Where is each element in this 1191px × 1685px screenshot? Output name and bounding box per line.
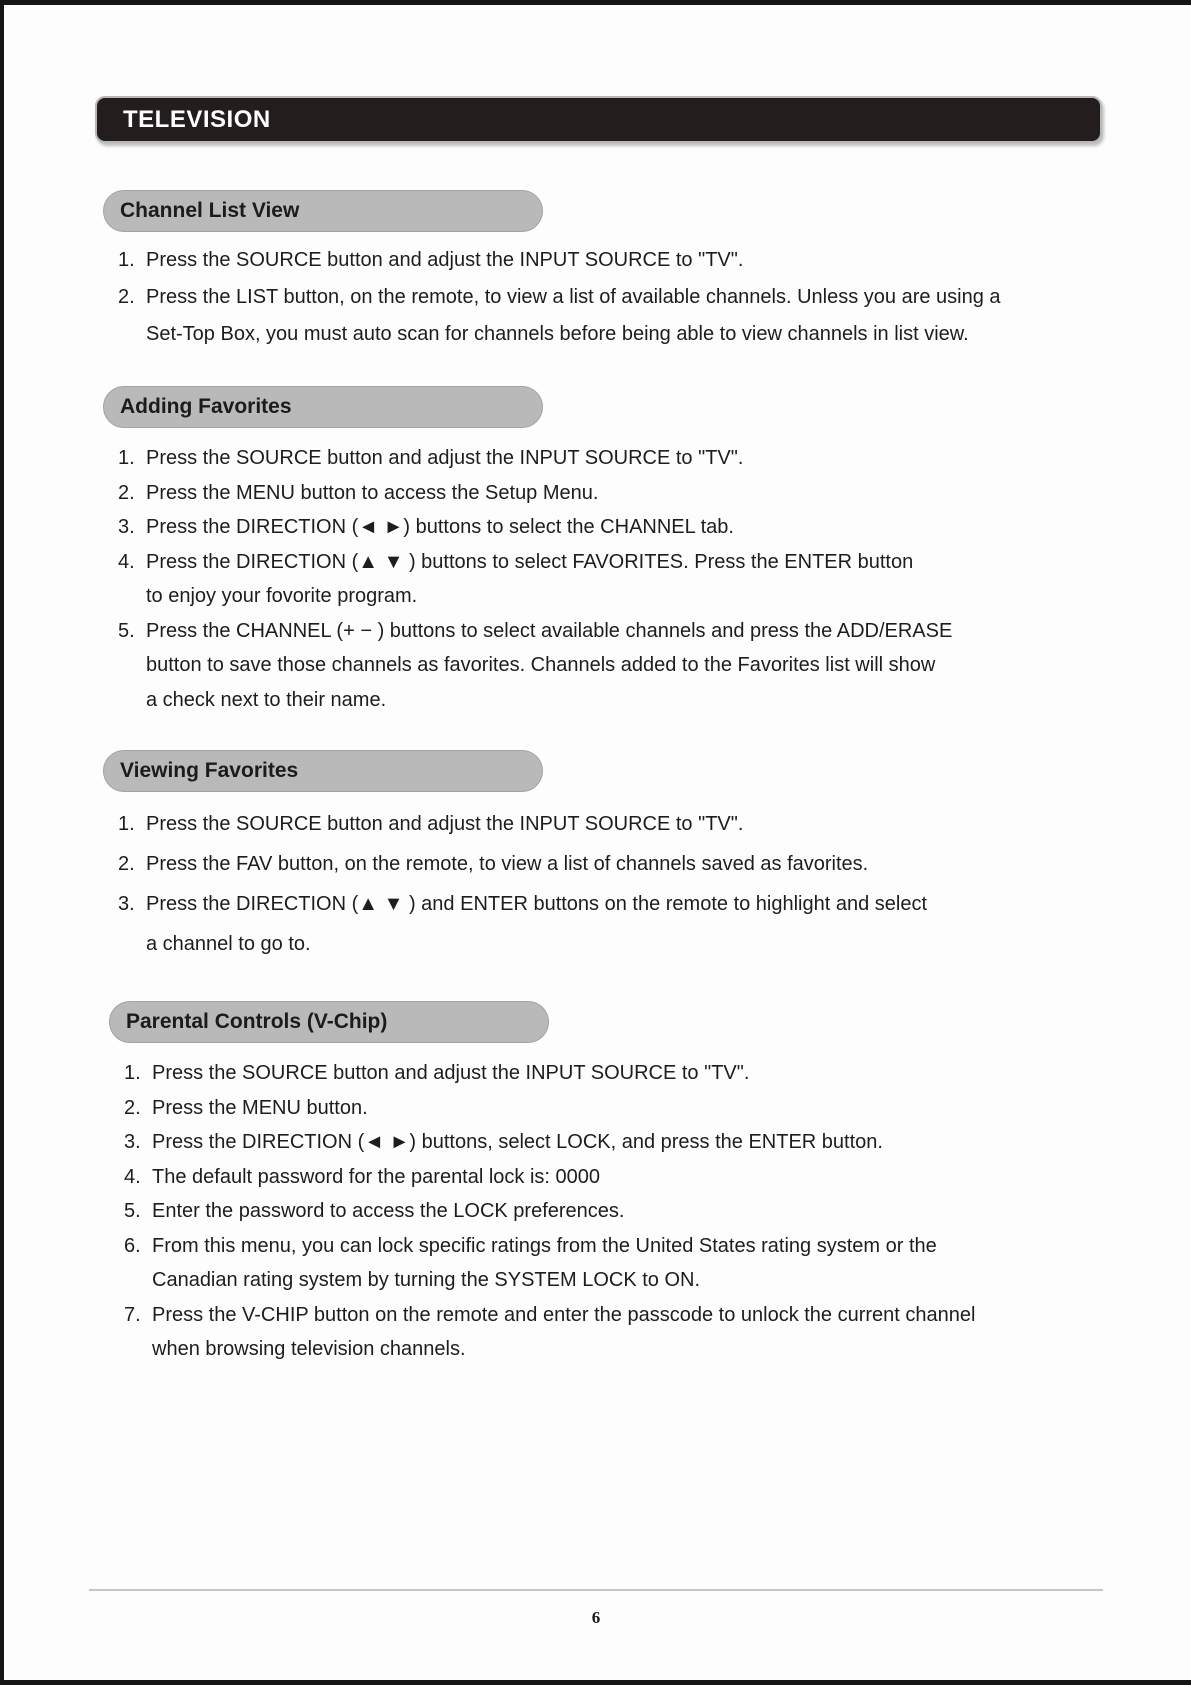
list-item-number bbox=[118, 579, 146, 614]
list-item bbox=[118, 441, 1191, 476]
list-item bbox=[118, 510, 1191, 545]
list-item-number: 5. bbox=[118, 619, 135, 642]
list-item-continuation bbox=[118, 683, 1191, 718]
page-number: 6 bbox=[591, 1607, 601, 1627]
list-item-line: button to save those channels as favorites. Channels added to the Favorites list will show bbox=[146, 654, 936, 676]
list-item bbox=[118, 476, 1191, 511]
list-item-number: 2. bbox=[118, 286, 135, 308]
section-heading-parental-controls: Parental Controls (V-Chip) bbox=[109, 1001, 549, 1043]
section-list-channel-list-view bbox=[118, 242, 1191, 353]
list-item bbox=[124, 1160, 1191, 1195]
list-item-number: 2. bbox=[118, 853, 135, 875]
section-heading-viewing-favorites: Viewing Favorites bbox=[103, 750, 543, 792]
list-item bbox=[118, 804, 1191, 844]
list-item-number: 3. bbox=[124, 1131, 141, 1153]
list-item bbox=[124, 1298, 1191, 1333]
list-item-line: Press the MENU button to access the Setup Menu. bbox=[146, 481, 599, 504]
list-item-number: 3. bbox=[118, 893, 135, 915]
list-item-continuation bbox=[118, 648, 1191, 683]
section-heading-channel-list-view: Channel List View bbox=[103, 190, 543, 232]
list-item-number: 3. bbox=[118, 516, 135, 538]
list-item bbox=[124, 1091, 1191, 1126]
list-item-number bbox=[118, 924, 146, 964]
list-item-continuation bbox=[118, 316, 1191, 353]
list-item bbox=[124, 1056, 1191, 1091]
list-item-continuation bbox=[118, 924, 1191, 964]
list-item-number: 5. bbox=[124, 1200, 141, 1222]
list-item-line: Press the LIST button, on the remote, to view a list of available channels. Unless you are using a bbox=[146, 286, 1001, 308]
list-item-line: Press the SOURCE button and adjust the INPUT SOURCE to "TV". bbox=[146, 249, 744, 271]
list-item-number: 4. bbox=[118, 550, 135, 573]
list-item-continuation bbox=[124, 1332, 1191, 1367]
footer-divider bbox=[89, 1589, 1103, 1591]
list-item bbox=[124, 1194, 1191, 1229]
list-item bbox=[118, 545, 1191, 580]
list-item-line: Press the DIRECTION (▲ ▼ ) and ENTER buttons on the remote to highlight and select bbox=[146, 893, 928, 915]
list-item-line: Press the FAV button, on the remote, to view a list of channels saved as favorites. bbox=[146, 853, 869, 875]
list-item-number: 1. bbox=[118, 249, 135, 271]
list-item-number: 4. bbox=[124, 1165, 141, 1188]
list-item bbox=[118, 884, 1191, 924]
list-item-line: Press the DIRECTION (▲ ▼ ) buttons to select FAVORITES. Press the ENTER button bbox=[146, 550, 914, 573]
list-item-number: 1. bbox=[118, 813, 135, 835]
list-item-line: From this menu, you can lock specific ratings from the United States rating system or the bbox=[152, 1234, 937, 1257]
list-item-line: Press the MENU button. bbox=[152, 1096, 368, 1119]
section-list-viewing-favorites bbox=[118, 804, 1191, 964]
section-heading-adding-favorites: Adding Favorites bbox=[103, 386, 543, 428]
list-item-number: 1. bbox=[118, 447, 135, 469]
list-item bbox=[118, 844, 1191, 884]
list-item-line: Canadian rating system by turning the SYSTEM LOCK to ON. bbox=[152, 1269, 701, 1291]
list-item bbox=[118, 614, 1191, 649]
list-item-line: The default password for the parental lock is: 0000 bbox=[152, 1165, 601, 1188]
list-item-line: Enter the password to access the LOCK preferences. bbox=[152, 1200, 625, 1222]
list-item-line: Set-Top Box, you must auto scan for channels before being able to view channels in list view. bbox=[146, 323, 969, 345]
list-item-number: 7. bbox=[124, 1303, 141, 1326]
list-item bbox=[124, 1229, 1191, 1264]
list-item-line: a channel to go to. bbox=[146, 933, 311, 955]
list-item-number: 6. bbox=[124, 1234, 141, 1257]
list-item-line: Press the SOURCE button and adjust the INPUT SOURCE to "TV". bbox=[146, 447, 744, 469]
list-item-line: Press the DIRECTION (◄ ►) buttons, select LOCK, and press the ENTER button. bbox=[152, 1131, 883, 1153]
list-item bbox=[118, 279, 1191, 316]
list-item-line: a check next to their name. bbox=[146, 688, 387, 711]
list-item bbox=[124, 1125, 1191, 1160]
list-item-line: Press the SOURCE button and adjust the INPUT SOURCE to "TV". bbox=[146, 813, 744, 835]
list-item-number: 2. bbox=[124, 1096, 141, 1119]
section-list-adding-favorites bbox=[118, 441, 1191, 717]
list-item-line: Press the DIRECTION (◄ ►) buttons to select the CHANNEL tab. bbox=[146, 516, 734, 538]
list-item-number bbox=[118, 648, 146, 683]
list-item-continuation bbox=[124, 1263, 1191, 1298]
list-item-number bbox=[124, 1263, 152, 1298]
page-title: TELEVISION bbox=[95, 96, 1102, 143]
list-item-line: Press the V-CHIP button on the remote and enter the passcode to unlock the current channel bbox=[152, 1303, 976, 1326]
list-item-line: to enjoy your fovorite program. bbox=[146, 585, 418, 607]
list-item-number: 2. bbox=[118, 481, 135, 504]
list-item-number bbox=[118, 316, 146, 353]
list-item-number bbox=[118, 683, 146, 718]
list-item-number: 1. bbox=[124, 1062, 141, 1084]
list-item-line: Press the CHANNEL (+ − ) buttons to select available channels and press the ADD/ERASE bbox=[146, 619, 953, 642]
list-item-line: Press the SOURCE button and adjust the INPUT SOURCE to "TV". bbox=[152, 1062, 750, 1084]
list-item-number bbox=[124, 1332, 152, 1367]
list-item-line: when browsing television channels. bbox=[152, 1338, 466, 1360]
list-item bbox=[118, 242, 1191, 279]
list-item-continuation bbox=[118, 579, 1191, 614]
section-list-parental-controls bbox=[124, 1056, 1191, 1367]
